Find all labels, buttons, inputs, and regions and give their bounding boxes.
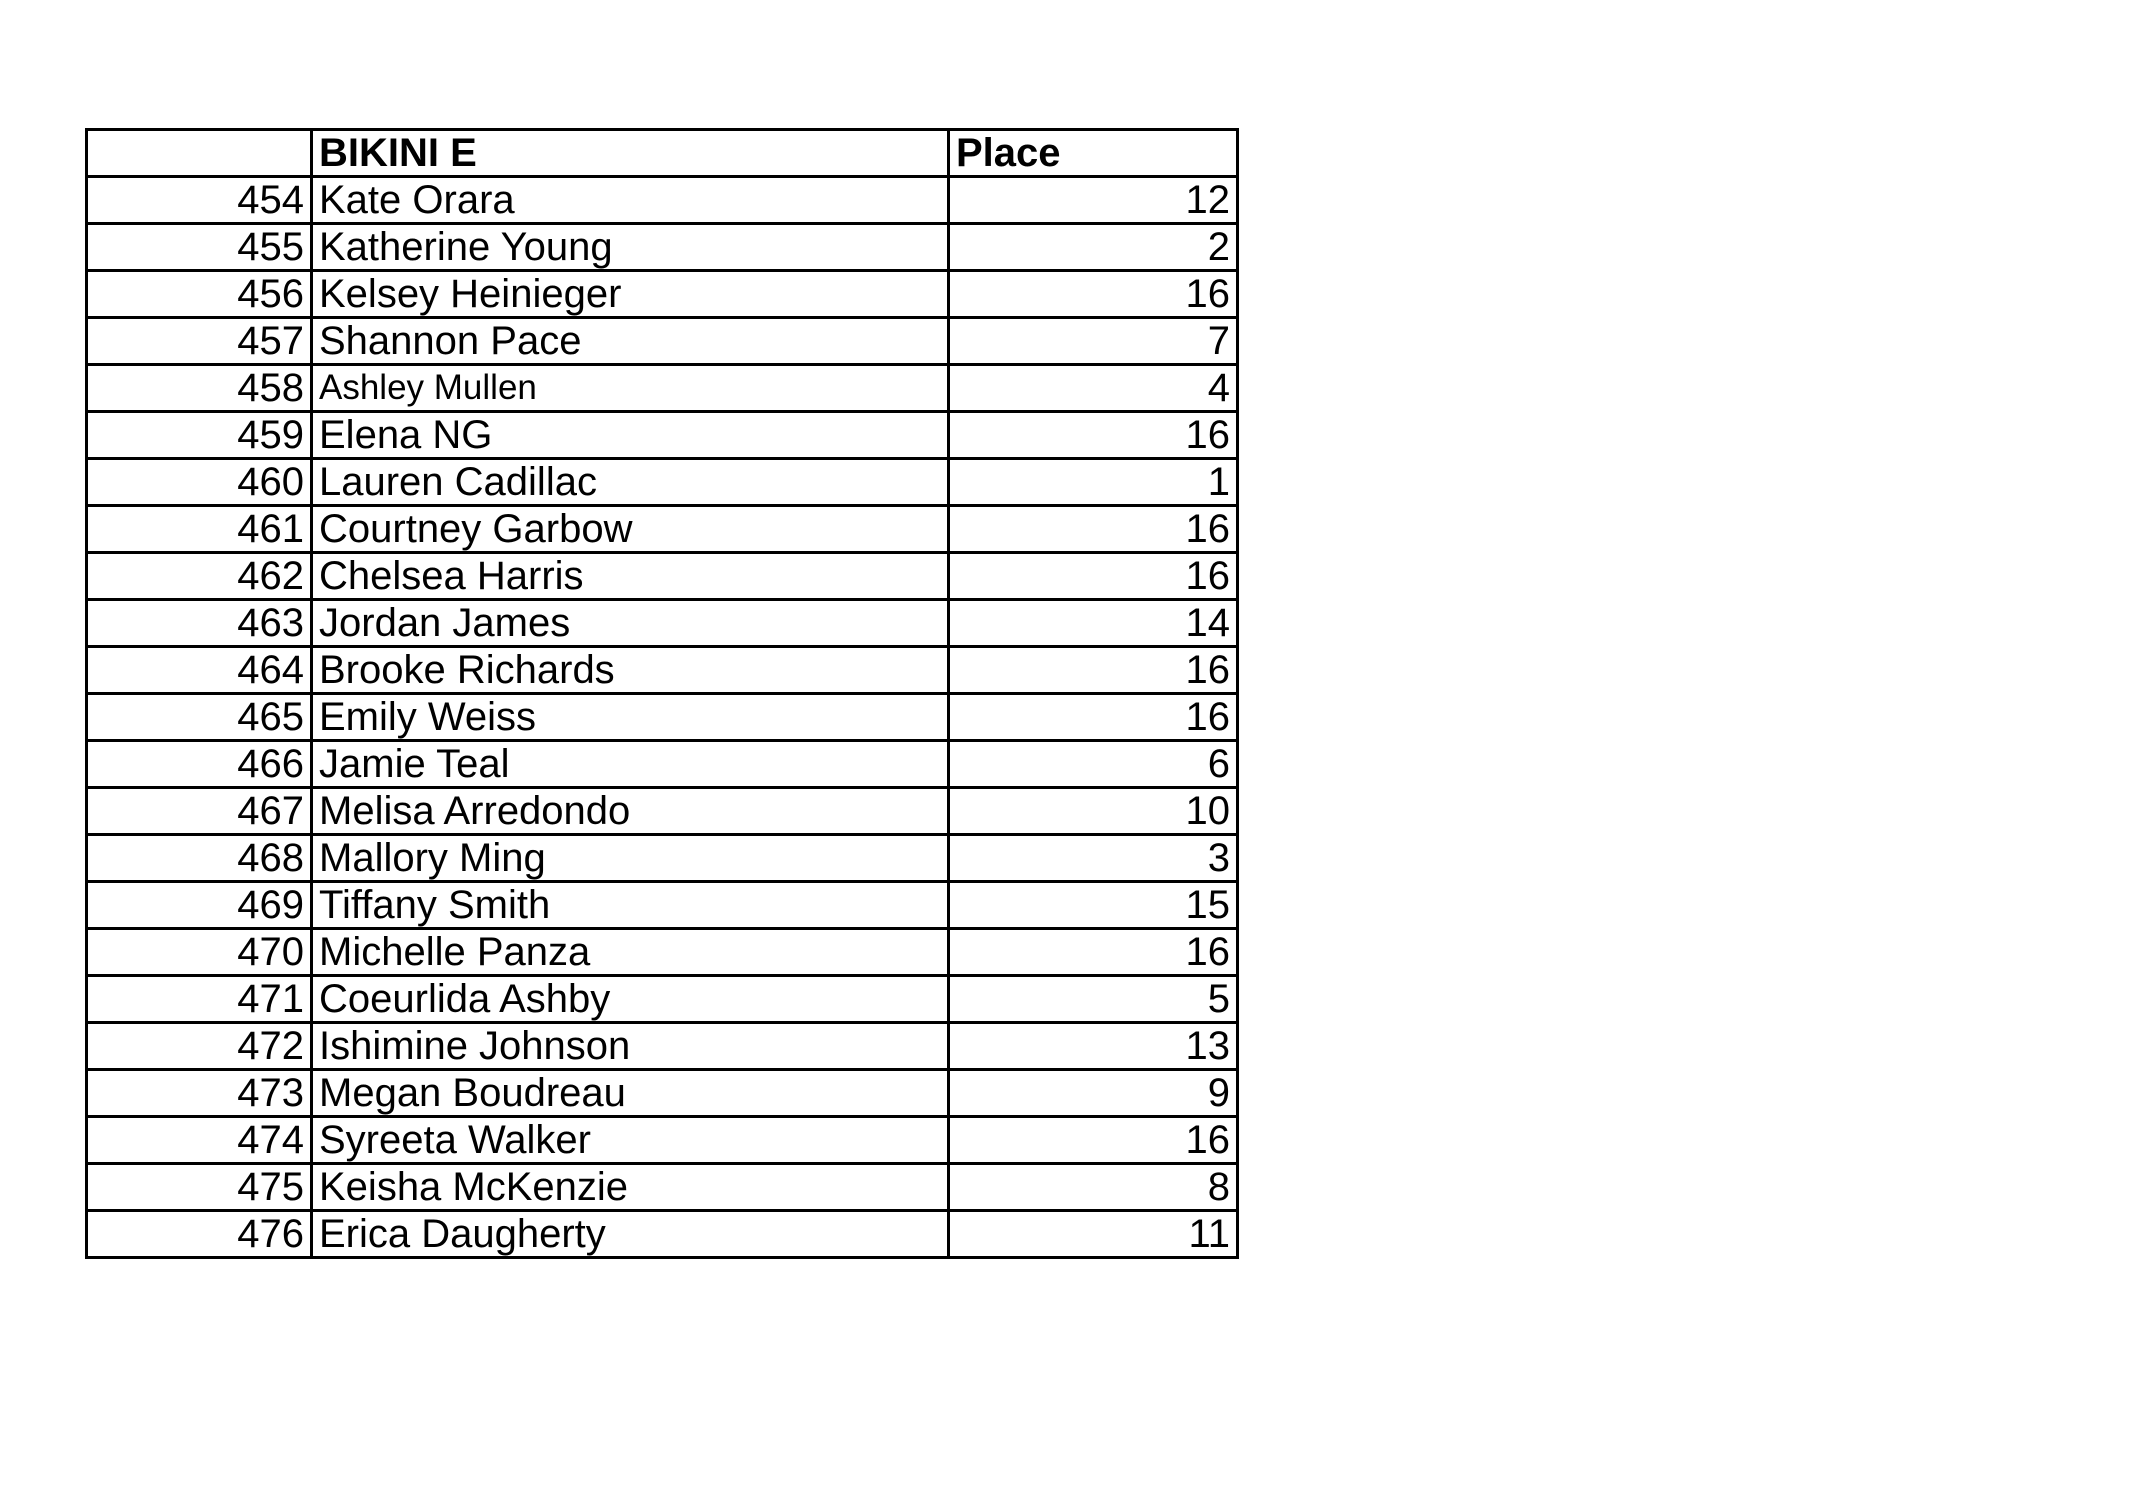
competitor-number-cell: 462 [87, 553, 312, 600]
competitor-name-cell: Michelle Panza [312, 929, 949, 976]
competitor-number-cell: 470 [87, 929, 312, 976]
table-row [87, 412, 1238, 459]
table-row [87, 647, 1238, 694]
place-cell: 2 [949, 224, 1238, 271]
results-table-body [87, 130, 1238, 1258]
table-row [87, 929, 1238, 976]
place-cell: 16 [949, 694, 1238, 741]
competitor-number-cell: 475 [87, 1164, 312, 1211]
competitor-number-cell: 472 [87, 1023, 312, 1070]
place-cell: 4 [949, 365, 1238, 412]
competitor-name-cell: Mallory Ming [312, 835, 949, 882]
competitor-number-cell: 471 [87, 976, 312, 1023]
place-cell: 16 [949, 553, 1238, 600]
competitor-number-cell: 468 [87, 835, 312, 882]
competitor-name-cell: Elena NG [312, 412, 949, 459]
table-row [87, 459, 1238, 506]
table-row [87, 1023, 1238, 1070]
competitor-name-cell: Brooke Richards [312, 647, 949, 694]
competitor-name-cell: Coeurlida Ashby [312, 976, 949, 1023]
place-cell: 6 [949, 741, 1238, 788]
table-row [87, 1211, 1238, 1258]
place-cell: 16 [949, 506, 1238, 553]
competitor-number-cell: 474 [87, 1117, 312, 1164]
table-row [87, 788, 1238, 835]
competitor-name-cell: Jamie Teal [312, 741, 949, 788]
place-cell: 13 [949, 1023, 1238, 1070]
competitor-name-cell: Jordan James [312, 600, 949, 647]
place-cell: 16 [949, 929, 1238, 976]
competitor-name-cell: Lauren Cadillac [312, 459, 949, 506]
place-cell: 11 [949, 1211, 1238, 1258]
competitor-number-cell: 456 [87, 271, 312, 318]
header-category-cell: BIKINI E [312, 130, 949, 177]
table-row [87, 365, 1238, 412]
place-cell: 16 [949, 1117, 1238, 1164]
table-row [87, 882, 1238, 929]
competitor-number-cell: 455 [87, 224, 312, 271]
table-header-row [87, 130, 1238, 177]
competitor-name-cell: Chelsea Harris [312, 553, 949, 600]
competitor-name-cell: Tiffany Smith [312, 882, 949, 929]
competitor-number-cell: 460 [87, 459, 312, 506]
competitor-number-cell: 459 [87, 412, 312, 459]
place-cell: 7 [949, 318, 1238, 365]
place-cell: 15 [949, 882, 1238, 929]
competitor-number-cell: 467 [87, 788, 312, 835]
table-row [87, 1070, 1238, 1117]
competitor-name-cell: Keisha McKenzie [312, 1164, 949, 1211]
place-cell: 16 [949, 271, 1238, 318]
results-table [85, 128, 1239, 1259]
place-cell: 8 [949, 1164, 1238, 1211]
competitor-number-cell: 469 [87, 882, 312, 929]
competitor-name-cell: Kate Orara [312, 177, 949, 224]
competitor-name-cell: Courtney Garbow [312, 506, 949, 553]
table-row [87, 976, 1238, 1023]
place-cell: 1 [949, 459, 1238, 506]
place-cell: 16 [949, 647, 1238, 694]
competitor-name-cell: Megan Boudreau [312, 1070, 949, 1117]
table-row [87, 506, 1238, 553]
header-number-cell [87, 130, 312, 177]
competitor-name-cell: Erica Daugherty [312, 1211, 949, 1258]
competitor-number-cell: 458 [87, 365, 312, 412]
competitor-number-cell: 463 [87, 600, 312, 647]
table-row [87, 600, 1238, 647]
competitor-name-cell: Shannon Pace [312, 318, 949, 365]
competitor-number-cell: 476 [87, 1211, 312, 1258]
competitor-name-cell: Syreeta Walker [312, 1117, 949, 1164]
table-row [87, 224, 1238, 271]
competitor-name-cell: Melisa Arredondo [312, 788, 949, 835]
table-row [87, 1117, 1238, 1164]
competitor-number-cell: 464 [87, 647, 312, 694]
competitor-name-cell: Ashley Mullen [312, 365, 949, 412]
table-row [87, 1164, 1238, 1211]
competitor-name-cell: Katherine Young [312, 224, 949, 271]
competitor-name-cell: Emily Weiss [312, 694, 949, 741]
place-cell: 3 [949, 835, 1238, 882]
competitor-name-cell: Ishimine Johnson [312, 1023, 949, 1070]
place-cell: 5 [949, 976, 1238, 1023]
place-cell: 9 [949, 1070, 1238, 1117]
competitor-number-cell: 473 [87, 1070, 312, 1117]
competitor-number-cell: 454 [87, 177, 312, 224]
table-row [87, 694, 1238, 741]
place-cell: 10 [949, 788, 1238, 835]
table-row [87, 177, 1238, 224]
place-cell: 14 [949, 600, 1238, 647]
competitor-number-cell: 465 [87, 694, 312, 741]
competitor-number-cell: 461 [87, 506, 312, 553]
competitor-number-cell: 466 [87, 741, 312, 788]
competitor-number-cell: 457 [87, 318, 312, 365]
table-row [87, 553, 1238, 600]
place-cell: 12 [949, 177, 1238, 224]
place-cell: 16 [949, 412, 1238, 459]
competitor-name-cell: Kelsey Heinieger [312, 271, 949, 318]
table-row [87, 741, 1238, 788]
table-row [87, 835, 1238, 882]
header-place-cell: Place [949, 130, 1238, 177]
table-row [87, 318, 1238, 365]
table-row [87, 271, 1238, 318]
